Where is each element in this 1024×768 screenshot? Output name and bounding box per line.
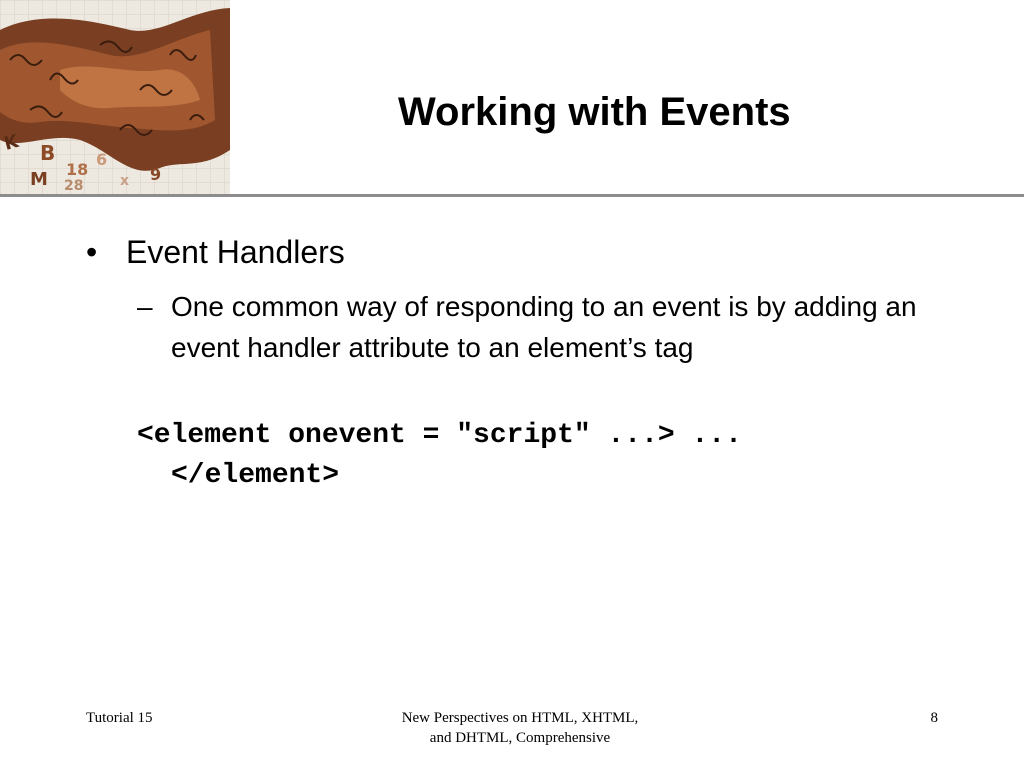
letters-collage-graphic — [0, 0, 230, 194]
slide-title: Working with Events — [398, 90, 791, 134]
sub-bullet-text: One common way of responding to an event is by adding an event handler attribute to an element’s tag — [171, 291, 917, 363]
svg-text:M: M — [30, 169, 48, 190]
svg-text:9: 9 — [150, 165, 162, 184]
footer-book-title-line-1: New Perspectives on HTML, XHTML, — [401, 710, 639, 726]
footer-book-title — [340, 708, 700, 748]
svg-text:x: x — [120, 173, 130, 189]
code-line-2: </element> — [171, 460, 340, 491]
bullet-text: Event Handlers — [126, 234, 345, 270]
footer-tutorial: Tutorial 15 — [86, 710, 153, 726]
sub-bullet-marker: – — [137, 291, 153, 322]
svg-text:28: 28 — [64, 178, 84, 194]
svg-text:18: 18 — [66, 160, 89, 179]
svg-text:B: B — [40, 141, 56, 165]
decorative-letters-image — [0, 0, 230, 194]
bullet-marker: • — [86, 234, 98, 270]
header-divider — [0, 194, 1024, 197]
footer-book-title-line-2: and DHTML, Comprehensive — [429, 730, 611, 746]
svg-text:6: 6 — [96, 150, 108, 169]
code-example — [137, 416, 937, 496]
svg-text:K: K — [1, 130, 21, 155]
code-line-1: <element onevent = "script" ...> ... — [137, 420, 742, 451]
sub-bullet-item — [137, 286, 937, 368]
page-number: 8 — [930, 710, 938, 726]
